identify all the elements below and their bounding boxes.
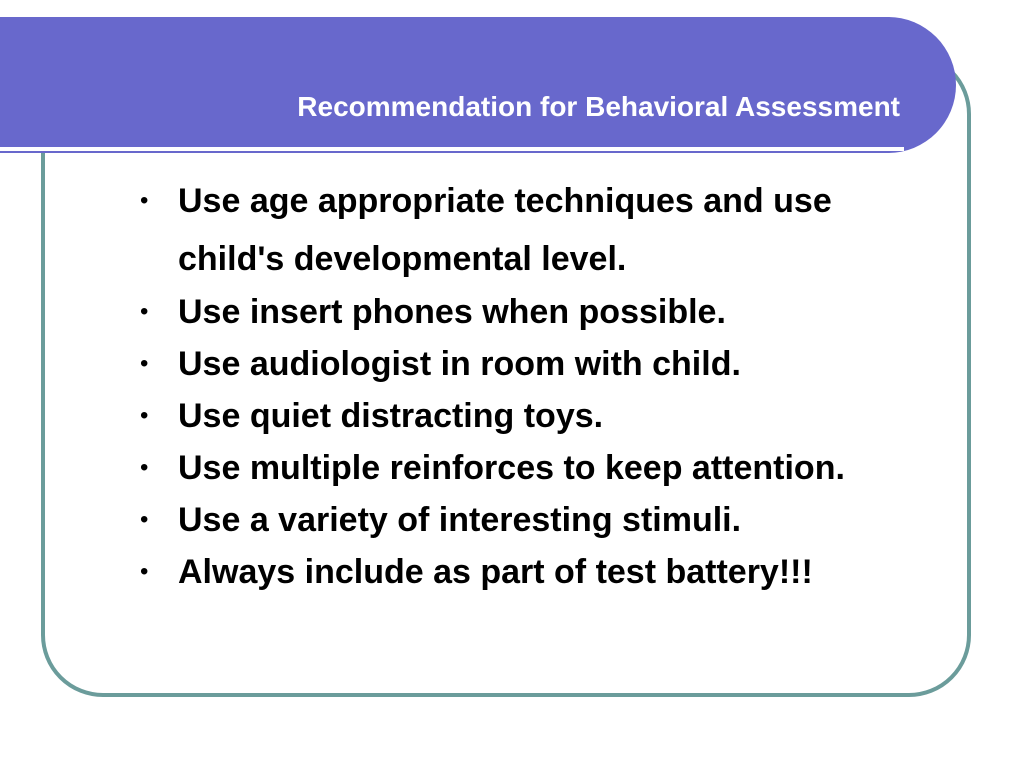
bullet-text: Use a variety of interesting stimuli. (178, 501, 742, 539)
bullet-text: Use age appropriate techniques and use child's developmental level. (178, 182, 851, 278)
title-underline (0, 147, 904, 151)
bullet-item (140, 172, 900, 288)
slide-title: Recommendation for Behavioral Assessment (297, 91, 900, 122)
bullet-item (140, 498, 900, 542)
bullet-list (140, 172, 900, 602)
bullet-icon: • (140, 350, 149, 377)
bullet-text: Use multiple reinforces to keep attention. (178, 449, 845, 487)
bullet-item (140, 394, 900, 438)
bullet-item (140, 290, 900, 334)
bullet-text: Always include as part of test battery!!! (178, 553, 813, 591)
bullet-icon: • (140, 402, 149, 429)
bullet-text: Use audiologist in room with child. (178, 345, 741, 383)
title-bar (0, 17, 956, 153)
bullet-item (140, 342, 900, 386)
bullet-item (140, 446, 900, 490)
bullet-icon: • (140, 298, 149, 325)
bullet-icon: • (140, 187, 149, 214)
bullet-icon: • (140, 506, 149, 533)
bullet-text: Use quiet distracting toys. (178, 397, 604, 435)
bullet-icon: • (140, 454, 149, 481)
bullet-item (140, 550, 900, 594)
bullet-icon: • (140, 558, 149, 585)
bullet-text: Use insert phones when possible. (178, 293, 726, 331)
